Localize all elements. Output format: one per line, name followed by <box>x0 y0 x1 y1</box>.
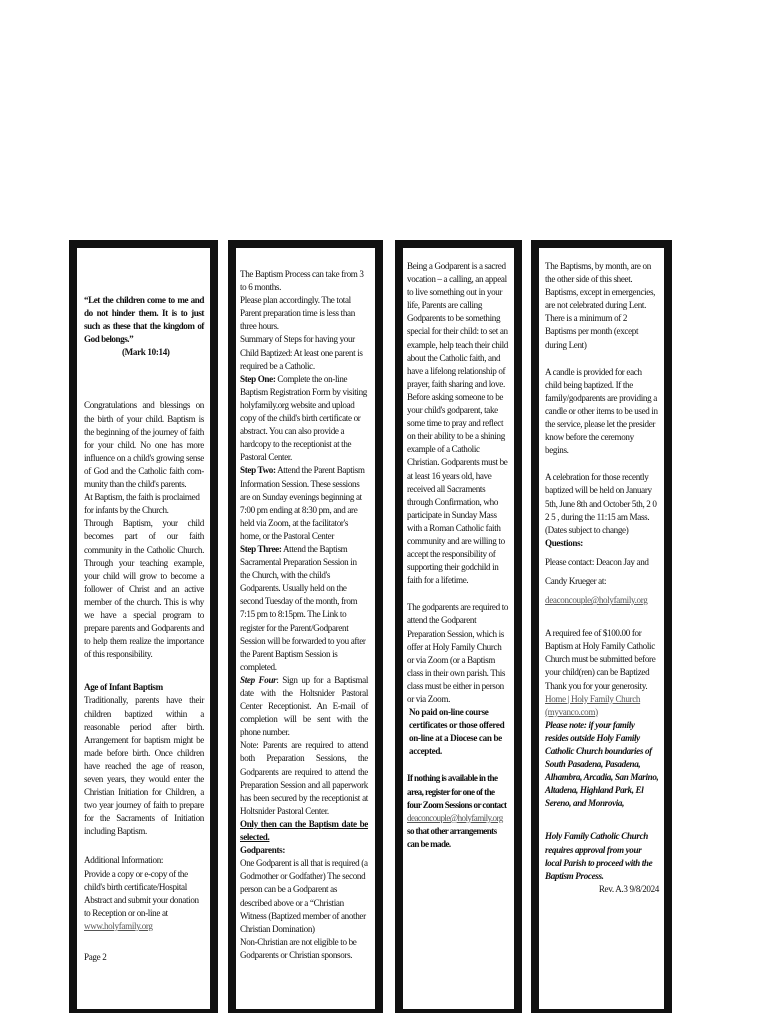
approval-note: Holy Family Catholic Church requires approval from your local Parish to proceed with the Baptism Process. <box>545 831 653 881</box>
process-duration: The Baptism Process can take from 3 to 6 months. <box>240 269 364 293</box>
scripture-citation: (Mark 10:14) <box>122 347 170 358</box>
godparents-text: One Godparent is all that is required (a Godmother or Godfather) The second person can be a Godparent as described above or a “Christian Witness (Baptized member of another Christian Domination) <box>240 858 368 934</box>
step-two-text: Attend the Parent Baptism Information Session. These sessions are on Sunday evenings beginning at 7:00 pm ending at 8:30 pm, and are held via Zoom, at the facilitator's home, or the Pastoral Center <box>240 465 365 541</box>
additional-info-body: Provide a copy or e-copy of the child's birth certificate/Hospital Abstract and submit your donation to Reception or on-line at <box>84 868 199 918</box>
godparents-heading: Godparents: <box>240 845 285 856</box>
step-four-text: : Sign up for a Baptismal date with the Holtsnider Pastoral Center Receptionist. An E-mail of completion will be sent with the phone number. <box>240 674 368 738</box>
godparent-vocation: Being a Godparent is a sacred vocation – a calling, an appeal to live something out in your life, Parents are calling Godparents to be something special for their child: to set an example, help teach their child about the Catholic faith, and have a lifelong relationship of prayer, faith sharing and love. Before asking someone to be your child's godparent, take some time to pray and reflect on their ability to be a shining example of a Catholic Christian. Godparents must be at least 16 years old, have received all Sacraments through Confirmation, who participate in Sunday Mass with a Roman Catholic faith community and are willing to accept the responsibility of supporting their godchild in faith for a lifetime. <box>407 261 509 586</box>
celebration-info: A celebration for those recently baptized will be held on January 5th, June 8th and October 5th, 2 0 2 5 , during the 11:15 am Mass. <box>545 472 657 522</box>
page-number: Page 2 <box>84 952 107 963</box>
age-of-baptism-text: Traditionally, parents have their children baptized within a reasonable period after birth. Arrangement for baptism might be made before birth. Once children have reached the age of reason, seven years, they would enter the Christian Initiation for Children, a two year journey of faith to prepare for the Sacraments of Initiation including Baptism. <box>84 695 204 837</box>
fee-info: A required fee of $100.00 for Baptism at Holy Family Catholic Church must be submitted before your child(ren) can be Baptized Thank you for your generosity. <box>545 628 656 691</box>
sessions-note: Note: Parents are required to attend both Preparation Sessions, the Godparents are required to attend the Preparation Session and all paperwork has been secured by the receptionist at Holtsnider Pastoral Center. <box>240 740 368 816</box>
candle-info: A candle is provided for each child being baptized. If the family/godparents are providing a candle or other items to be used in the service, please let the presider know before the ceremony begins. <box>545 366 658 456</box>
contact-line-2: Candy Krueger at: <box>545 575 607 586</box>
baptisms-schedule: The Baptisms, by month, are on the other side of this sheet. Baptisms, except in emergencies, are not celebrated during Lent. There is a minimum of 2 Baptisms per month (except during Lent) <box>545 261 656 350</box>
questions-heading: Questions: <box>545 537 583 548</box>
contact-line: Please contact: Deacon Jay and <box>545 556 649 567</box>
home-link[interactable]: Home | Holy Family Church <box>545 693 641 704</box>
boundary-note <box>545 719 659 811</box>
steps-summary: Summary of Steps for having your Child Baptized: At least one parent is required be a Catholic. <box>240 334 363 371</box>
contact-email-link[interactable]: deaconcouple@holyfamily.org <box>545 595 648 606</box>
panel-4 <box>531 240 672 1013</box>
no-paid-courses-notice: No paid on-line course certificates or those offered on-line at a Diocese can be accepted. <box>409 707 505 757</box>
step-two-label: Step Two: <box>240 465 276 476</box>
note-text: if your family resides outside Holy Family Catholic Church boundaries of South Pasadena, Pasadena, Alhambra, Arcadia, San Marino, Altadena, Highland Park, El Sereno, and Monrovia, <box>545 719 659 809</box>
intro-paragraph: Congratulations and blessings on the birth of your child. Baptism is the beginning of the journey of faith for your child. No one has more influence on a child's growing sense of God and the Catholic faith com- munity than the child's parents. <box>84 400 204 490</box>
panel-3 <box>395 240 522 1013</box>
intro-community: Through Baptism, your child becomes part of our faith community in the Catholic Church. Through your teaching example, your child will grow to become a follower of Christ and an active member of the church. This is why we have a special program to prepare parents and Godparents and to help them realize the importance of this responsibility. <box>84 518 204 660</box>
step-four-label: Step Four <box>240 674 277 685</box>
scripture-quote: “Let the children come to me and do not hinder them. It is to just such as these that the kingdom of God belongs.” <box>84 295 204 345</box>
step-three-label: Step Three: <box>240 543 282 554</box>
step-one <box>240 373 368 465</box>
step-four <box>240 674 368 739</box>
revision-label: Rev. A.3 9/8/2024 <box>598 883 659 894</box>
step-three <box>240 543 368 674</box>
note-label: Please note: <box>545 719 587 730</box>
step-one-text: Complete the on-line Baptism Registration Form by visiting holyfamily.org website and upload copy of the child's birth certificate or abstract. You can also provide a hardcopy to the receptionist at the Pastoral Center. <box>240 373 367 463</box>
step-two <box>240 464 368 543</box>
panel-2 <box>228 240 383 1013</box>
deacon-email-link[interactable]: deaconcouple@holyfamily.org <box>407 812 503 823</box>
if-nothing-text: If nothing is available in the area, register for one of the four Zoom Sessions or contact <box>407 773 507 810</box>
godparent-preparation: The godparents are required to attend the Godparent Preparation Session, which is offer at Holy Family Church or via Zoom (or a Baptism class in their own parish. This class must be either in person or via Zoom. <box>407 602 509 704</box>
dates-subject-to-change: (Dates subject to change) <box>545 524 629 535</box>
step-one-label: Step One: <box>240 373 276 384</box>
age-of-baptism-heading: Age of Infant Baptism <box>84 682 163 693</box>
step-three-text: Attend the Baptism Sacramental Preparation Session in the Church, with the child's Godparents. Usually held on the second Tuesday of the month, from 7:15 pm to 8:15pm. The Link to register for the Parent/Godparent Session will be forwarded to you after the Parent Baptism Session is completed. <box>240 543 366 672</box>
additional-info-text <box>84 868 204 933</box>
additional-info-heading: Additional Information: <box>84 855 164 866</box>
intro-faith-proclaimed: At Baptism, the faith is proclaimed for infants by the Church. <box>84 492 200 516</box>
date-selection-notice: Only then can the Baptism date be selected. <box>240 818 368 843</box>
panel-1 <box>69 240 218 1013</box>
if-nothing-end: so that other arrangements can be made. <box>407 825 497 849</box>
process-plan: Please plan accordingly. The total Parent preparation time is less than three hours. <box>240 295 355 332</box>
holyfamily-link[interactable]: www.holyfamily.org <box>84 920 153 931</box>
non-christian-note: Non-Christian are not eligible to be Godparents or Christian sponsors. <box>240 936 357 960</box>
if-nothing-available <box>407 772 509 851</box>
vanco-link[interactable]: (myvanco.com) <box>545 706 598 717</box>
